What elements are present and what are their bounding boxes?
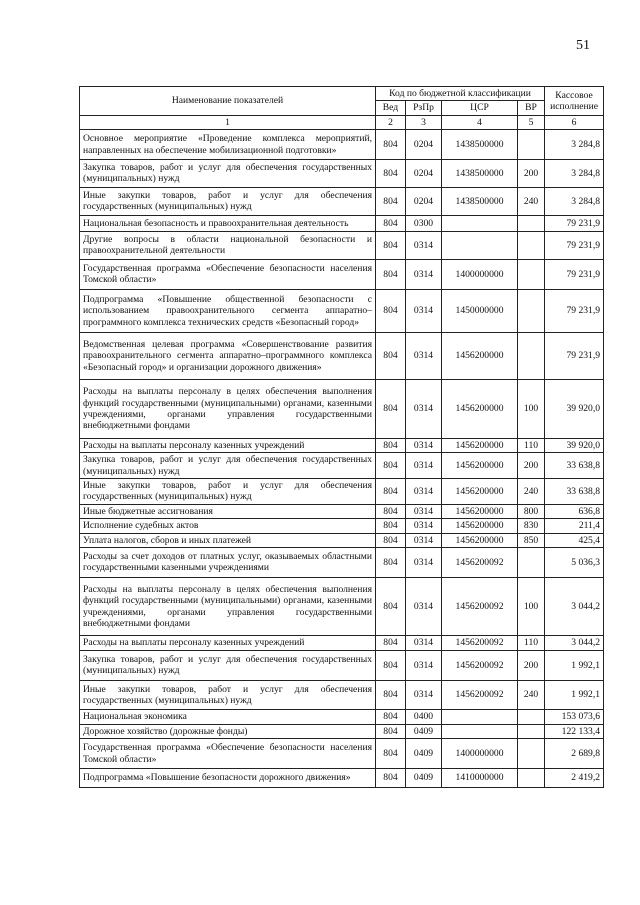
table-row <box>80 215 604 231</box>
row-amount-cell: 79 231,9 <box>545 289 604 332</box>
table-row <box>80 504 604 518</box>
page-number: 51 <box>576 38 590 53</box>
col-number: 6 <box>545 115 604 129</box>
table-row <box>80 232 604 260</box>
table-row <box>80 650 604 680</box>
table-row <box>80 680 604 710</box>
row-csr-cell: 1456200000 <box>442 478 518 504</box>
row-ved-cell: 804 <box>376 533 406 547</box>
row-amount-cell: 39 920,0 <box>545 380 604 439</box>
row-vr-cell <box>518 548 545 578</box>
row-rzpr-cell: 0314 <box>406 533 442 547</box>
row-ved-cell: 804 <box>376 478 406 504</box>
header-ved: Вед <box>376 101 406 115</box>
row-vr-cell <box>518 332 545 379</box>
row-csr-cell: 1456200000 <box>442 504 518 518</box>
col-number: 1 <box>80 115 376 129</box>
row-amount-cell: 3 284,8 <box>545 130 604 160</box>
row-rzpr-cell: 0314 <box>406 577 442 636</box>
row-name-cell: Уплата налогов, сборов и иных платежей <box>80 533 376 547</box>
header-row-1 <box>80 87 604 101</box>
row-name-cell: Расходы на выплаты персоналу в целях обеспечения выполнения функций государственными (муниципальными) органами, казенными учреждениями, органами управления государственными внебюджетными фондами <box>80 577 376 636</box>
table-row <box>80 187 604 215</box>
row-amount-cell: 636,8 <box>545 504 604 518</box>
col-number: 4 <box>442 115 518 129</box>
row-vr-cell <box>518 710 545 724</box>
budget-table <box>79 86 604 788</box>
row-amount-cell: 425,4 <box>545 533 604 547</box>
row-ved-cell: 804 <box>376 187 406 215</box>
row-csr-cell: 1456200000 <box>442 438 518 452</box>
row-amount-cell: 3 044,2 <box>545 636 604 650</box>
row-rzpr-cell: 0314 <box>406 380 442 439</box>
row-vr-cell <box>518 769 545 787</box>
row-rzpr-cell: 0204 <box>406 160 442 188</box>
table-body <box>80 130 604 787</box>
row-ved-cell: 804 <box>376 769 406 787</box>
row-vr-cell <box>518 289 545 332</box>
row-rzpr-cell: 0314 <box>406 332 442 379</box>
row-vr-cell: 850 <box>518 533 545 547</box>
row-name-cell: Закупка товаров, работ и услуг для обеспечения государственных (муниципальных) нужд <box>80 453 376 479</box>
header-rzpr: РзПр <box>406 101 442 115</box>
row-rzpr-cell: 0314 <box>406 504 442 518</box>
row-vr-cell: 800 <box>518 504 545 518</box>
row-amount-cell: 79 231,9 <box>545 232 604 260</box>
row-amount-cell: 3 284,8 <box>545 187 604 215</box>
row-rzpr-cell: 0314 <box>406 232 442 260</box>
row-amount-cell: 33 638,8 <box>545 478 604 504</box>
row-name-cell: Другие вопросы в области национальной безопасности и правоохранительной деятельности <box>80 232 376 260</box>
row-csr-cell: 1450000000 <box>442 289 518 332</box>
row-ved-cell: 804 <box>376 332 406 379</box>
row-name-cell: Подпрограмма «Повышение безопасности дорожного движения» <box>80 769 376 787</box>
row-rzpr-cell: 0314 <box>406 259 442 289</box>
table-row <box>80 259 604 289</box>
row-name-cell: Основное мероприятие «Проведение комплекса мероприятий, направленных на обеспечение мобилизационной подготовки» <box>80 130 376 160</box>
row-csr-cell: 1456200000 <box>442 533 518 547</box>
row-name-cell: Расходы на выплаты персоналу казенных учреждений <box>80 438 376 452</box>
row-name-cell: Иные закупки товаров, работ и услуг для обеспечения государственных (муниципальных) нужд <box>80 478 376 504</box>
row-csr-cell: 1456200092 <box>442 577 518 636</box>
row-ved-cell: 804 <box>376 724 406 738</box>
row-name-cell: Закупка товаров, работ и услуг для обеспечения государственных (муниципальных) нужд <box>80 160 376 188</box>
row-ved-cell: 804 <box>376 160 406 188</box>
row-rzpr-cell: 0314 <box>406 650 442 680</box>
row-name-cell: Расходы за счет доходов от платных услуг, оказываемых областными государственными казенными учреждениями <box>80 548 376 578</box>
row-vr-cell: 200 <box>518 650 545 680</box>
row-vr-cell: 240 <box>518 478 545 504</box>
row-rzpr-cell: 0300 <box>406 215 442 231</box>
col-number: 5 <box>518 115 545 129</box>
row-amount-cell: 39 920,0 <box>545 438 604 452</box>
row-rzpr-cell: 0409 <box>406 739 442 769</box>
header-vr: ВР <box>518 101 545 115</box>
row-csr-cell <box>442 232 518 260</box>
table-row <box>80 636 604 650</box>
row-name-cell: Иные закупки товаров, работ и услуг для обеспечения государственных (муниципальных) нужд <box>80 187 376 215</box>
row-ved-cell: 804 <box>376 739 406 769</box>
table-row <box>80 548 604 578</box>
row-ved-cell: 804 <box>376 650 406 680</box>
row-rzpr-cell: 0314 <box>406 548 442 578</box>
table-row <box>80 478 604 504</box>
row-ved-cell: 804 <box>376 710 406 724</box>
row-name-cell: Государственная программа «Обеспечение безопасности населения Томской области» <box>80 739 376 769</box>
row-vr-cell: 240 <box>518 680 545 710</box>
row-rzpr-cell: 0314 <box>406 453 442 479</box>
row-name-cell: Исполнение судебных актов <box>80 519 376 533</box>
row-vr-cell: 830 <box>518 519 545 533</box>
row-name-cell: Расходы на выплаты персоналу казенных учреждений <box>80 636 376 650</box>
row-rzpr-cell: 0314 <box>406 478 442 504</box>
row-amount-cell: 153 073,6 <box>545 710 604 724</box>
row-amount-cell: 79 231,9 <box>545 215 604 231</box>
table-row <box>80 160 604 188</box>
row-name-cell: Расходы на выплаты персоналу в целях обеспечения выполнения функций государственными (муниципальными) органами, казенными учреждениями, органами управления государственными внебюджетными фондами <box>80 380 376 439</box>
row-rzpr-cell: 0314 <box>406 438 442 452</box>
row-csr-cell: 1456200000 <box>442 453 518 479</box>
row-vr-cell: 200 <box>518 453 545 479</box>
row-csr-cell <box>442 724 518 738</box>
row-name-cell: Подпрограмма «Повышение общественной безопасности с использованием правоохранительного сегмента аппаратно–программного комплекса технических средств «Безопасный город» <box>80 289 376 332</box>
row-amount-cell: 33 638,8 <box>545 453 604 479</box>
table-row <box>80 769 604 787</box>
row-ved-cell: 804 <box>376 577 406 636</box>
table-row <box>80 577 604 636</box>
row-vr-cell: 100 <box>518 577 545 636</box>
row-csr-cell: 1456200092 <box>442 548 518 578</box>
header-total: Кассовое исполнение <box>545 87 604 116</box>
row-csr-cell: 1400000000 <box>442 739 518 769</box>
header-name: Наименование показателей <box>80 87 376 116</box>
row-csr-cell: 1456200092 <box>442 650 518 680</box>
row-csr-cell: 1456200000 <box>442 380 518 439</box>
table-row <box>80 739 604 769</box>
row-ved-cell: 804 <box>376 380 406 439</box>
row-csr-cell: 1400000000 <box>442 259 518 289</box>
table-row <box>80 533 604 547</box>
row-amount-cell: 122 133,4 <box>545 724 604 738</box>
row-amount-cell: 211,4 <box>545 519 604 533</box>
row-ved-cell: 804 <box>376 259 406 289</box>
row-csr-cell: 1456200092 <box>442 680 518 710</box>
table-row <box>80 710 604 724</box>
row-amount-cell: 1 992,1 <box>545 650 604 680</box>
row-amount-cell: 5 036,3 <box>545 548 604 578</box>
row-rzpr-cell: 0314 <box>406 636 442 650</box>
row-csr-cell: 1456200000 <box>442 519 518 533</box>
row-vr-cell <box>518 215 545 231</box>
row-amount-cell: 79 231,9 <box>545 332 604 379</box>
row-ved-cell: 804 <box>376 130 406 160</box>
row-csr-cell <box>442 215 518 231</box>
row-vr-cell: 100 <box>518 380 545 439</box>
row-name-cell: Дорожное хозяйство (дорожные фонды) <box>80 724 376 738</box>
row-ved-cell: 804 <box>376 519 406 533</box>
row-amount-cell: 2 689,8 <box>545 739 604 769</box>
table-row <box>80 332 604 379</box>
table-row <box>80 453 604 479</box>
table-row <box>80 130 604 160</box>
row-name-cell: Национальная экономика <box>80 710 376 724</box>
row-rzpr-cell: 0204 <box>406 130 442 160</box>
row-ved-cell: 804 <box>376 289 406 332</box>
row-name-cell: Национальная безопасность и правоохранительная деятельность <box>80 215 376 231</box>
header-code-group: Код по бюджетной классификации <box>376 87 545 101</box>
row-csr-cell <box>442 710 518 724</box>
row-csr-cell: 1438500000 <box>442 160 518 188</box>
row-vr-cell <box>518 259 545 289</box>
row-ved-cell: 804 <box>376 215 406 231</box>
row-amount-cell: 79 231,9 <box>545 259 604 289</box>
row-vr-cell: 110 <box>518 438 545 452</box>
row-csr-cell: 1456200000 <box>442 332 518 379</box>
column-number-row <box>80 115 604 129</box>
row-csr-cell: 1438500000 <box>442 187 518 215</box>
row-amount-cell: 3 044,2 <box>545 577 604 636</box>
row-rzpr-cell: 0409 <box>406 769 442 787</box>
row-ved-cell: 804 <box>376 680 406 710</box>
row-vr-cell: 110 <box>518 636 545 650</box>
col-number: 2 <box>376 115 406 129</box>
row-rzpr-cell: 0314 <box>406 519 442 533</box>
row-amount-cell: 2 419,2 <box>545 769 604 787</box>
col-number: 3 <box>406 115 442 129</box>
row-ved-cell: 804 <box>376 438 406 452</box>
row-amount-cell: 3 284,8 <box>545 160 604 188</box>
row-ved-cell: 804 <box>376 548 406 578</box>
row-name-cell: Иные закупки товаров, работ и услуг для обеспечения государственных (муниципальных) нужд <box>80 680 376 710</box>
row-csr-cell: 1438500000 <box>442 130 518 160</box>
row-ved-cell: 804 <box>376 232 406 260</box>
row-rzpr-cell: 0400 <box>406 710 442 724</box>
row-vr-cell <box>518 724 545 738</box>
row-name-cell: Закупка товаров, работ и услуг для обеспечения государственных (муниципальных) нужд <box>80 650 376 680</box>
row-rzpr-cell: 0314 <box>406 289 442 332</box>
header-csr: ЦСР <box>442 101 518 115</box>
row-vr-cell: 240 <box>518 187 545 215</box>
row-rzpr-cell: 0409 <box>406 724 442 738</box>
row-ved-cell: 804 <box>376 636 406 650</box>
row-vr-cell <box>518 739 545 769</box>
table-row <box>80 519 604 533</box>
row-ved-cell: 804 <box>376 504 406 518</box>
row-ved-cell: 804 <box>376 453 406 479</box>
row-name-cell: Иные бюджетные ассигнования <box>80 504 376 518</box>
row-vr-cell: 200 <box>518 160 545 188</box>
row-rzpr-cell: 0314 <box>406 680 442 710</box>
row-amount-cell: 1 992,1 <box>545 680 604 710</box>
row-vr-cell <box>518 130 545 160</box>
row-vr-cell <box>518 232 545 260</box>
row-name-cell: Ведомственная целевая программа «Совершенствование развития правоохранительного сегмента аппаратно–программного комплекса «Безопасный город» и организации дорожного движения» <box>80 332 376 379</box>
row-name-cell: Государственная программа «Обеспечение безопасности населения Томской области» <box>80 259 376 289</box>
table-row <box>80 724 604 738</box>
table-row <box>80 438 604 452</box>
table-row <box>80 289 604 332</box>
row-rzpr-cell: 0204 <box>406 187 442 215</box>
row-csr-cell: 1410000000 <box>442 769 518 787</box>
row-csr-cell: 1456200092 <box>442 636 518 650</box>
table-row <box>80 380 604 439</box>
